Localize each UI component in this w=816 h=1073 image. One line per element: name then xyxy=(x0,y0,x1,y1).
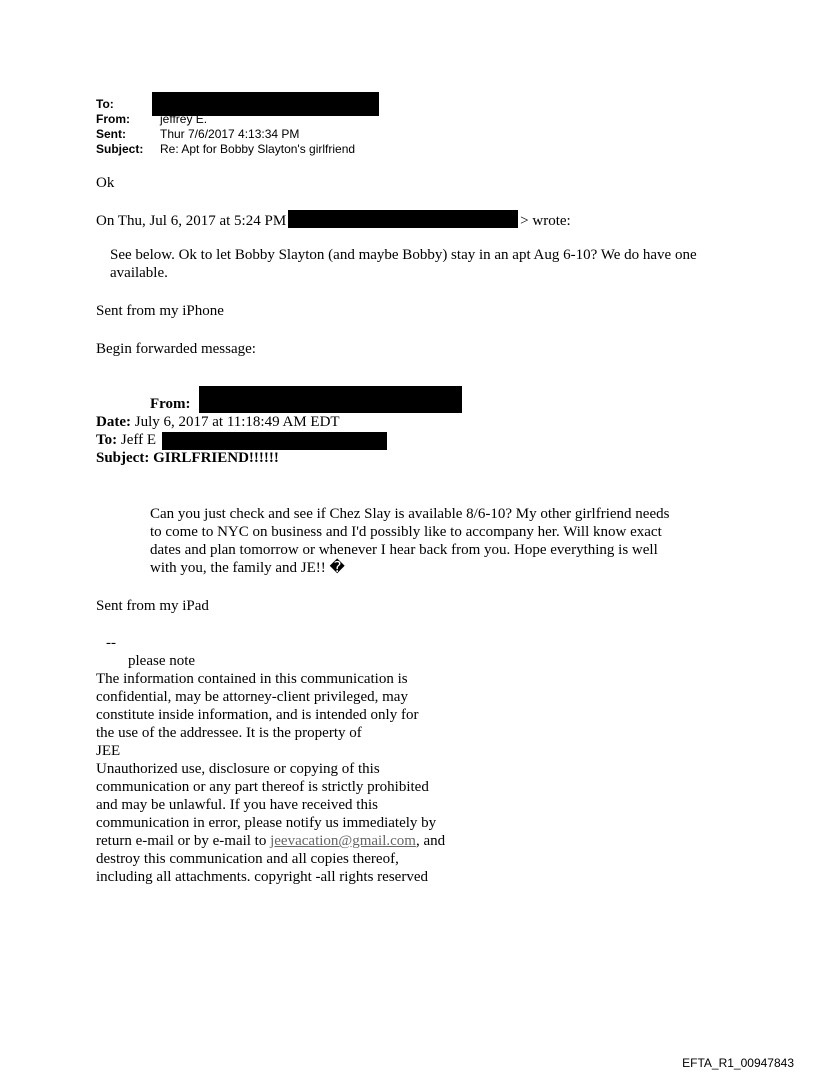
disclaimer-line: the use of the addressee. It is the property of xyxy=(96,725,362,741)
fwd-from xyxy=(150,395,191,413)
disclaimer-line xyxy=(96,832,476,850)
signature-iphone: Sent from my iPhone xyxy=(96,303,224,319)
fwd-subject-label: Subject: xyxy=(96,450,150,466)
redaction-bar xyxy=(199,386,462,413)
disclaimer-text xyxy=(96,670,476,886)
header-subject-value: Re: Apt for Bobby Slayton's girlfriend xyxy=(160,142,356,156)
disclaimer-line: Unauthorized use, disclosure or copying of this xyxy=(96,761,380,777)
fwd-date-value: July 6, 2017 at 11:18:49 AM EDT xyxy=(134,414,340,430)
header-from xyxy=(96,113,207,126)
signature-ipad: Sent from my iPad xyxy=(96,598,209,614)
forwarded-body: Can you just check and see if Chez Slay is available 8/6-10? My other girlfriend needs to come to NYC on business and I'd possibly like to accompany her. Will know exact dates and plan tomorrow or whenever I hear back from you. Hope everything is well with you, the family and JE!! � xyxy=(150,506,670,576)
header-subject-label: Subject: xyxy=(96,142,144,156)
disclaimer-note: please note xyxy=(128,653,196,669)
disclaimer-line: communication in error, please notify us immediately by xyxy=(96,815,437,831)
header-sent-value: Thur 7/6/2017 4:13:34 PM xyxy=(160,127,300,141)
header-to-label: To: xyxy=(96,97,114,111)
fwd-to-value: Jeff E xyxy=(120,432,157,448)
disclaimer-line: communication or any part thereof is strictly prohibited xyxy=(96,779,429,795)
fwd-date-label: Date: xyxy=(96,414,131,430)
header-subject xyxy=(96,143,355,156)
header-to xyxy=(96,98,160,111)
forward-label: Begin forwarded message: xyxy=(96,341,256,357)
fwd-subject-value: GIRLFRIEND!!!!!! xyxy=(153,450,279,466)
disclaimer-line: and may be unlawful. If you have received this xyxy=(96,797,378,813)
disclaimer-email-prefix: return e-mail or by e-mail to xyxy=(96,833,271,849)
disclaimer-line: destroy this communication and all copies thereof, xyxy=(96,851,399,867)
redaction-bar xyxy=(288,210,518,228)
quote-intro-prefix: On Thu, Jul 6, 2017 at 5:24 PM xyxy=(96,213,287,229)
redaction-bar xyxy=(162,432,387,450)
sig-separator: -- xyxy=(106,635,116,651)
email-link[interactable]: jeevacation@gmail.com xyxy=(270,833,416,849)
disclaimer-line: The information contained in this communication is xyxy=(96,671,408,687)
quote-intro xyxy=(96,210,571,230)
quote-intro-suffix: > wrote: xyxy=(520,213,571,229)
header-sent-label: Sent: xyxy=(96,127,126,141)
fwd-date xyxy=(96,413,340,431)
header-from-label: From: xyxy=(96,112,130,126)
fwd-to xyxy=(96,431,156,449)
header-from-value: jeffrey E. xyxy=(160,112,208,126)
document-id-stamp: EFTA_R1_00947843 xyxy=(682,1056,794,1070)
quoted-message: See below. Ok to let Bobby Slayton (and maybe Bobby) stay in an apt Aug 6-10? We do have one available. xyxy=(110,247,697,281)
reply-text: Ok xyxy=(96,175,115,191)
header-sent xyxy=(96,128,299,141)
fwd-to-label: To: xyxy=(96,432,118,448)
fwd-from-label: From: xyxy=(150,396,191,412)
disclaimer-line: confidential, may be attorney-client privileged, may xyxy=(96,689,408,705)
disclaimer-line: constitute inside information, and is intended only for xyxy=(96,707,419,723)
fwd-subject xyxy=(96,449,279,467)
disclaimer-line: including all attachments. copyright -all rights reserved xyxy=(96,869,428,885)
disclaimer-email-suffix: , and xyxy=(415,833,446,849)
disclaimer-line: JEE xyxy=(96,743,121,759)
